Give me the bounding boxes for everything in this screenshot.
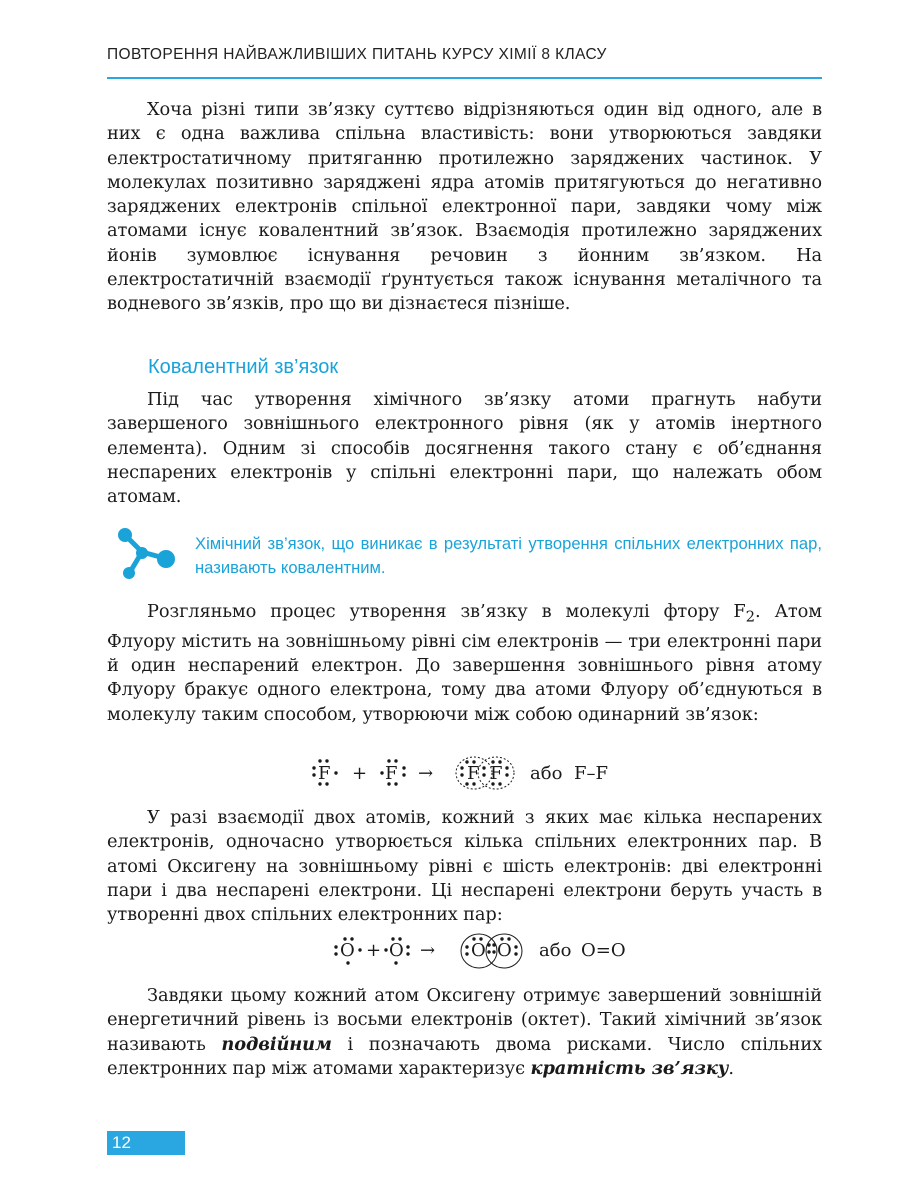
p5-end: . bbox=[728, 1057, 734, 1079]
term-double: подвійним bbox=[221, 1033, 332, 1055]
f2-atom-2: F bbox=[385, 763, 398, 784]
p3-before: Розгляньмо процес утворення зв’язку в молекулі фтору F bbox=[147, 601, 746, 622]
o2-structural: O=O bbox=[581, 940, 626, 961]
p3-after: . Атом Флуору містить на зовнішньому рівні сім електронів — три електронні пари й один неспарений електрон. До завершення зовнішнього рівня атому Флуору бракує одного електрона, тому два атоми Флуору об’єднуються в молекулу таким способом, утворюючи між собою одинарний зв’язок: bbox=[107, 601, 823, 725]
o2-mol-atom-1: O bbox=[471, 940, 486, 961]
formula-o2 bbox=[0, 932, 907, 968]
o2-plus: + bbox=[366, 940, 382, 961]
page-number: 12 bbox=[112, 1133, 131, 1152]
f2-mol-atom-2: F bbox=[490, 763, 503, 784]
term-bond-order: кратність зв’язку bbox=[530, 1057, 729, 1079]
o2-atom-2: O bbox=[389, 940, 404, 961]
molecule-icon bbox=[112, 524, 182, 584]
f2-plus: + bbox=[352, 763, 368, 784]
formula-f2 bbox=[0, 755, 907, 791]
f2-arrow: → bbox=[418, 763, 434, 784]
section-title: Ковалентний зв’язок bbox=[148, 356, 339, 378]
o2-atom-1: O bbox=[340, 940, 355, 961]
o2-mol-atom-2: O bbox=[497, 940, 512, 961]
paragraph-oxygen: У разі взаємодії двох атомів, кожний з яких має кілька неспарених електронів, одночасно утворюється кілька спільних електронних пар. В атомі Оксигену на зовнішньому рівні є шість електронів: дві електронні пари і два неспарені електрони. Ці неспарені електрони беруть участь в утворенні двох спільних електронних пар: bbox=[107, 807, 822, 926]
o2-arrow: → bbox=[420, 940, 436, 961]
lewis-dots-o2 bbox=[0, 932, 907, 972]
p5-before: Завдяки цьому кожний атом Оксигену отримує завершений зовнішній енергетичний рівень із восьми електронів (октет). Такий хімічний зв’язок називають bbox=[107, 985, 822, 1055]
p3-subscript: 2 bbox=[745, 608, 756, 626]
definition-text: Хімічний зв’язок, що виникає в результаті утворення спільних електронних пар, називають ковалентним. bbox=[195, 534, 822, 577]
f2-or: або bbox=[530, 763, 563, 784]
paragraph-double-bond bbox=[107, 984, 822, 1081]
f2-mol-atom-1: F bbox=[467, 763, 480, 784]
f2-structural: F–F bbox=[574, 763, 608, 784]
running-header: ПОВТОРЕННЯ НАЙВАЖЛИВІШИХ ПИТАНЬ КУРСУ ХІМІЇ 8 КЛАСУ bbox=[107, 46, 607, 63]
paragraph-covalent: Під час утворення хімічного зв’язку атоми прагнуть набути завершеного зовнішнього електронного рівня (як у атомів інертного елемента). Одним зі способів досягнення такого стану є об’єднання неспарених електронів у спільні електронні пари, що належать обом атомам. bbox=[107, 389, 822, 508]
f2-atom-1: F bbox=[318, 763, 331, 784]
header-rule bbox=[107, 77, 822, 79]
lewis-dots-f2 bbox=[0, 755, 907, 791]
p5-middle: і позначають двома рисками. Число спільних електронних пар між атомами характеризує bbox=[107, 1033, 822, 1079]
paragraph-fluorine bbox=[107, 600, 822, 727]
o2-or: або bbox=[539, 940, 572, 961]
paragraph-intro: Хоча різні типи зв’язку суттєво відрізняються один від одного, але в них є одна важлива спільна властивість: вони утворюються завдяки електростатичному притяганню протилежно заряджених частинок. У молекулах позитивно заряджені ядра атомів притягуються до негативно заряджених електронів спільної електронної пари, завдяки чому між атомами існує ковалентний зв’язок. Взаємодія протилежно заряджених йонів зумовлює існування речовин з йонним зв’язком. На електростатичній взаємодії ґрунтується також існування металічного та водневого зв’язків, про що ви дізнаєтеся пізніше. bbox=[107, 99, 822, 315]
